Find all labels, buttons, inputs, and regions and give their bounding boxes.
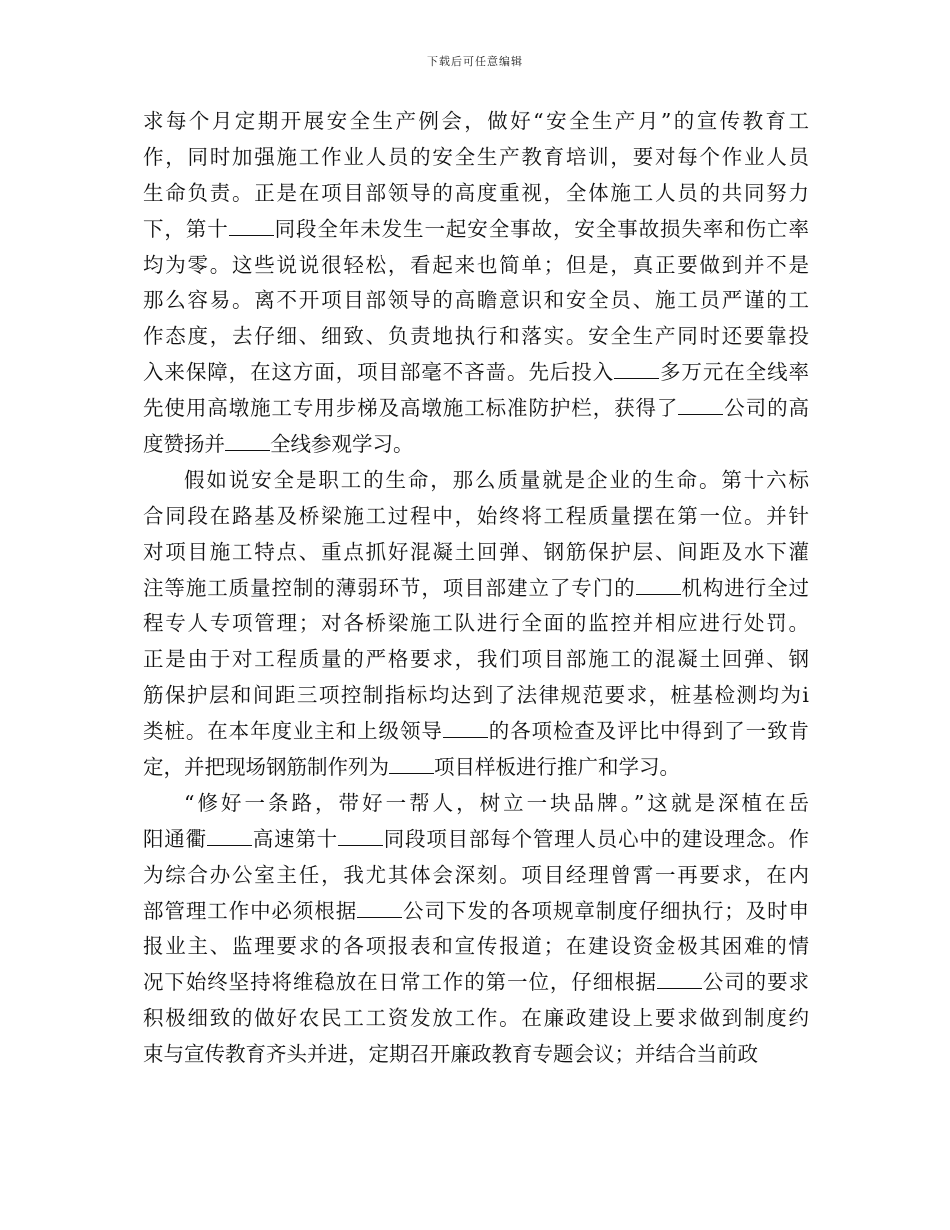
fill-in-blank bbox=[229, 215, 274, 235]
text-line: 作，同时加强施工作业人员的安全生产教育培训，要对每个作业人员 bbox=[143, 144, 809, 169]
text-line: 束与宣传教育齐头并进，定期召开廉政教育专题会议；并结合当前政 bbox=[143, 1042, 758, 1067]
document-body bbox=[143, 104, 809, 1073]
fill-in-blank bbox=[357, 897, 402, 917]
fill-in-blank bbox=[207, 825, 252, 845]
fill-in-blank bbox=[636, 574, 681, 594]
fill-in-blank bbox=[389, 754, 434, 774]
text-line: 度赞扬并 全线参观学习。 bbox=[143, 432, 414, 457]
fill-in-blank bbox=[657, 969, 702, 989]
text-line: 作态度，去仔细、细致、负责地执行和落实。安全生产同时还要靠投 bbox=[143, 324, 809, 349]
text-line: 部管理工作中必须根据 公司下发的各项规章制度仔细执行；及时申 bbox=[143, 898, 809, 923]
text-line: 那么容易。离不开项目部领导的高瞻意识和安全员、施工员严谨的工 bbox=[143, 288, 809, 313]
text-line: 下，第十 同段全年未发生一起安全事故，安全事故损失率和伤亡率 bbox=[143, 216, 809, 241]
text-line: 报业主、监理要求的各项报表和宣传报道；在建设资金极其困难的情 bbox=[143, 934, 809, 959]
text-line: 合同段在路基及桥梁施工过程中，始终将工程质量摆在第一位。并针 bbox=[143, 503, 809, 528]
text-line: 入来保障，在这方面，项目部毫不吝啬。先后投入 多万元在全线率 bbox=[143, 360, 809, 385]
text-line: 定，并把现场钢筋制作列为 项目样板进行推广和学习。 bbox=[143, 755, 680, 780]
fill-in-blank bbox=[614, 359, 659, 379]
text-line: 对项目施工特点、重点抓好混凝土回弹、钢筋保护层、间距及水下灌 bbox=[143, 539, 809, 564]
text-line: 先使用高墩施工专用步梯及高墩施工标准防护栏，获得了 公司的高 bbox=[143, 396, 809, 421]
text-line: 注等施工质量控制的薄弱环节，项目部建立了专门的 机构进行全过 bbox=[143, 575, 809, 600]
text-line: 正是由于对工程质量的严格要求，我们项目部施工的混凝土回弹、钢 bbox=[143, 647, 809, 672]
paragraph bbox=[143, 786, 809, 1073]
text-line: 假如说安全是职工的生命，那么质量就是企业的生命。第十六标 bbox=[184, 467, 809, 492]
page-header: 下载后可任意编辑 bbox=[427, 55, 523, 68]
text-line: 类桩。在本年度业主和上级领导 的各项检查及评比中得到了一致肯 bbox=[143, 719, 809, 744]
text-line: 况下始终坚持将维稳放在日常工作的第一位，仔细根据 公司的要求 bbox=[143, 970, 809, 995]
paragraph bbox=[143, 104, 809, 463]
text-line: 筋保护层和间距三项控制指标均达到了法律规范要求，桩基检测均为ⅰ bbox=[143, 683, 809, 708]
paragraph bbox=[143, 463, 809, 786]
text-line: 为综合办公室主任，我尤其体会深刻。项目经理曾霄一再要求，在内 bbox=[143, 862, 809, 887]
text-line: “修好一条路，带好一帮人，树立一块品牌。”这就是深植在岳 bbox=[184, 790, 809, 815]
fill-in-blank bbox=[678, 395, 723, 415]
text-line: 生命负责。正是在项目部领导的高度重视，全体施工人员的共同努力 bbox=[143, 180, 809, 205]
text-line: 均为零。这些说说很轻松，看起来也简单；但是，真正要做到并不是 bbox=[143, 252, 809, 277]
fill-in-blank bbox=[338, 825, 383, 845]
text-line: 阳通衢 高速第十 同段项目部每个管理人员心中的建设理念。作 bbox=[143, 826, 809, 851]
text-line: 求每个月定期开展安全生产例会，做好“安全生产月”的宣传教育工 bbox=[143, 109, 809, 133]
text-line: 程专人专项管理；对各桥梁施工队进行全面的监控并相应进行处罚。 bbox=[143, 611, 809, 636]
text-line: 积极细致的做好农民工工资发放工作。在廉政建设上要求做到制度约 bbox=[143, 1006, 809, 1031]
fill-in-blank bbox=[443, 718, 488, 738]
fill-in-blank bbox=[225, 431, 270, 451]
